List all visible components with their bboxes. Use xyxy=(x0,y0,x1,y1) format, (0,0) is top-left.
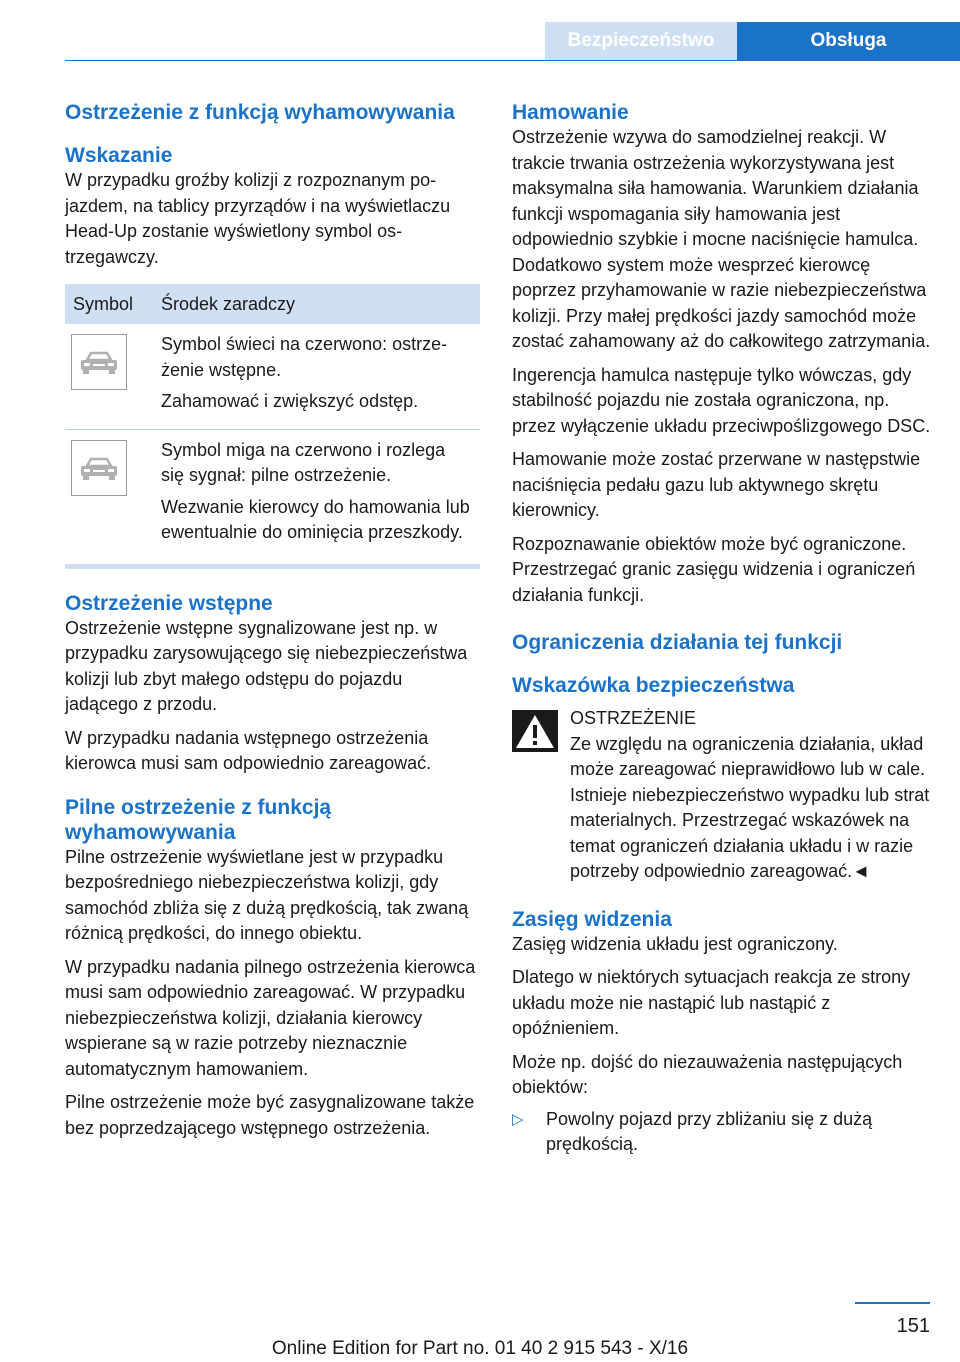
paragraph-braking-1: Ostrzeżenie wzywa do samodzielnej reakcji. W trakcie trwania ostrzeżenia wykorzystywana jest maksymalna siła hamowania. Warunkiem działania funkcji wspomagania siły hamowania jest odpowiednio szybkie i mocne naciśnięcie hamulca. Dodatkowo system może wesprzeć kierowcę poprzez przyhamowanie w razie niebezpieczeństwa kolizji. Przy małej prędkości jazdy samochód może zostać zahamowany aż do całkowitego zatrzymania. xyxy=(512,127,931,351)
paragraph-urgent-3: Pilne ostrzeżenie może być zasygnalizowane także bez poprzedzającego wstępnego ostrzeżenia. xyxy=(65,1092,475,1138)
list-item-text: Powolny pojazd przy zbliżaniu się z dużą prędkością. xyxy=(546,1108,873,1154)
remedy-action: Wezwanie kierowcy do hamowania lub ewentualnie do ominięcia przeszkody. xyxy=(161,496,470,542)
paragraph-indication: W przypadku groźby kolizji z rozpoznanym pojazdem, na tablicy przyrządów i na wyświetlaczu Head-Up zostanie wyświetlony symbol ostrzegawczy. xyxy=(65,170,451,267)
heading-indication: Wskazanie xyxy=(65,144,173,167)
edition-footer: Online Edition for Part no. 01 40 2 915 543 - X/16 xyxy=(271,1338,689,1359)
right-column xyxy=(512,100,932,1158)
heading-braking: Hamowanie xyxy=(512,101,629,124)
header-tab-chapter: Obsługa xyxy=(737,22,960,60)
warning-content xyxy=(570,706,932,885)
remedy-cell xyxy=(153,324,480,429)
warning-block xyxy=(512,706,932,885)
symbol-cell xyxy=(65,324,153,429)
paragraph-pre-2: W przypadku nadania wstępnego ostrzeżenia kierowca musi sam odpowiednio zareagować. xyxy=(65,727,432,773)
header-tab-section: Bezpieczeństwo xyxy=(545,22,737,60)
table-bottom-rule xyxy=(65,564,480,569)
list-item xyxy=(512,1107,932,1158)
heading-safety-note: Wskazówka bezpieczeństwa xyxy=(512,674,795,697)
symbol-cell xyxy=(65,429,153,560)
warning-label: OSTRZEŻENIE xyxy=(570,708,697,728)
table-row xyxy=(65,429,480,560)
paragraph-range-2: Dlatego w niektórych sytuacjach reakcja ze strony układu może nie nastąpić lub nastąpić z opóźnieniem. xyxy=(512,967,911,1038)
page-number: 151 xyxy=(896,1315,930,1337)
paragraph-braking-4: Rozpoznawanie obiektów może być ograniczone. Przestrzegać granic zasięgu widzenia i ograniczeń działania funkcji. xyxy=(512,533,916,605)
triangle-bullet-icon: ▷ xyxy=(512,1110,524,1128)
paragraph-braking-2: Ingerencja hamulca następuje tylko wówczas, gdy stabilność pojazdu nie została ograniczona, np. przez wyłączenie układu przeciwpoślizgowego DSC. xyxy=(512,364,931,436)
table-row xyxy=(65,324,480,429)
remedy-action: Zahamować i zwiększyć odstęp. xyxy=(161,391,419,411)
paragraph-range-1: Zasięg widzenia układu jest ograniczony. xyxy=(512,933,838,954)
paragraph-braking-3: Hamowanie może zostać przerwane w następstwie naciśnięcia pedału gazu lub aktywnego skrętu kierownicy. xyxy=(512,449,921,520)
heading-function-limits: Ograniczenia działania tej funkcji xyxy=(512,631,843,654)
remedy-text: Symbol świeci na czerwono: ostrzeżenie wstępne. xyxy=(161,334,448,380)
col-header-symbol: Symbol xyxy=(65,284,153,324)
page-number-rule xyxy=(855,1302,930,1304)
paragraph-pre-1: Ostrzeżenie wstępne sygnalizowane jest np. w przypadku zarysowującego się niebezpieczeństwa kolizji lub zbyt małego odstępu do pojazdu jadącego z przodu. xyxy=(65,617,468,714)
heading-range: Zasięg widzenia xyxy=(512,907,672,931)
heading-urgent-warning: Pilne ostrzeżenie z funkcją wyhamowywania xyxy=(65,795,332,844)
left-column xyxy=(65,100,480,1141)
section-title: Ostrzeżenie z funkcją wyhamowywania xyxy=(65,101,455,124)
heading-pre-warning: Ostrzeżenie wstępne xyxy=(65,591,273,615)
table-header xyxy=(65,284,480,324)
car-warning-icon xyxy=(71,440,127,496)
warning-triangle-icon xyxy=(512,710,558,752)
car-warning-icon xyxy=(71,334,127,390)
warning-text: Ze względu na ograniczenia działania, układ może zareagować nieprawidłowo lub w cale. Istnieje niebezpieczeństwo wypadku lub strat materialnych. Przestrzegać wskazówek na temat ograniczeń działania układu i w razie potrzeby odpowiednio zareagować.◄ xyxy=(570,733,930,881)
header-rule xyxy=(65,60,960,61)
remedy-cell xyxy=(153,429,480,560)
paragraph-urgent-1: Pilne ostrzeżenie wyświetlane jest w przypadku bezpośredniego niebezpieczeństwa kolizji, gdy samochód zbliża się z dużą prędkością, tak zwaną różnicą prędkości, do innego obiektu. xyxy=(65,846,469,943)
paragraph-urgent-2: W przypadku nadania pilnego ostrzeżenia kierowca musi sam odpowiednio zareagować. W przypadku niebezpieczeństwa kolizji, działania kierowcy wspierane są w razie potrzeby nieznacznie automatycznym hamowaniem. xyxy=(65,956,476,1079)
paragraph-range-3: Może np. dojść do niezauważenia następujących obiektów: xyxy=(512,1051,903,1097)
col-header-remedy: Środek zaradczy xyxy=(153,284,480,324)
remedy-text: Symbol miga na czerwono i rozlega się sygnał: pilne ostrzeżenie. xyxy=(161,439,446,485)
symbol-table xyxy=(65,284,480,560)
